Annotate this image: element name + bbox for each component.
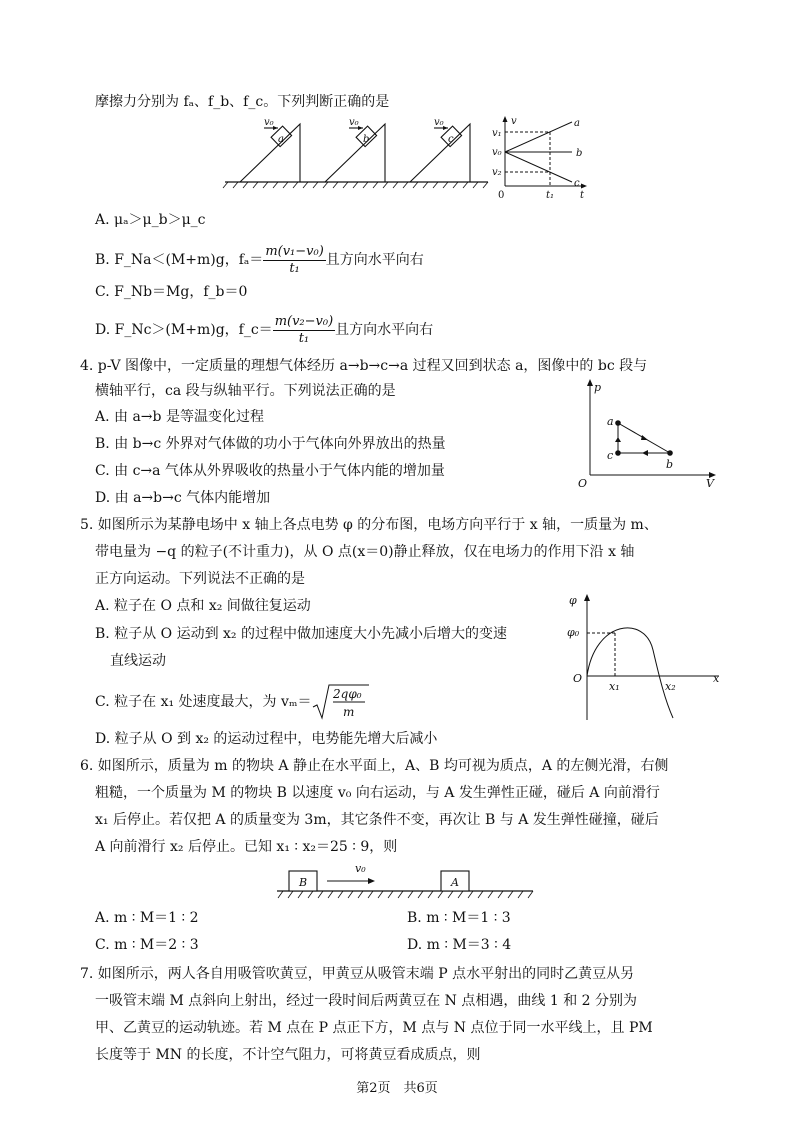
q3-option-d-pre: D. F_Nc＞(M+m)g，f_c＝ <box>95 322 273 338</box>
pv-point-c: c <box>607 449 614 462</box>
sqrt-sign <box>311 683 371 721</box>
q7-stem-line-4: 长度等于 MN 的长度，不计空气阻力，可将黄豆看成质点，则 <box>95 1047 481 1063</box>
q3-option-d-fraction <box>273 314 335 347</box>
collision-figure <box>275 858 537 902</box>
q6-option-d: D. m ∶ M＝3 ∶ 4 <box>407 937 512 953</box>
vt-origin: 0 <box>498 190 505 200</box>
curve-b-label: b <box>576 148 583 159</box>
curve-c-label: c <box>574 178 580 189</box>
q4-option-b: B. 由 b→c 外界对气体做的功小于气体向外界放出的热量 <box>95 436 446 452</box>
q4-option-a: A. 由 a→b 是等温变化过程 <box>95 409 264 425</box>
pv-axis-v: V <box>706 477 714 490</box>
vt-axis-v: v <box>511 116 517 127</box>
q5-stem-line-1: 5. 如图所示为某静电场中 x 轴上各点电势 φ 的分布图，电场方向平行于 x 轴，一质量为 m、 <box>80 517 658 533</box>
v0-label-3: v₀ <box>434 117 444 128</box>
sqrt-expression <box>311 682 371 722</box>
potential-graph <box>565 590 725 725</box>
phi0-label: φ₀ <box>567 626 580 639</box>
q6-stem-line-4: A 向前滑行 x₂ 后停止。已知 x₁ ∶ x₂＝25 ∶ 9，则 <box>95 839 398 855</box>
q3-option-b-pre: B. F_Na＜(M+m)g，fₐ＝ <box>95 252 264 268</box>
pv-point-b: b <box>666 458 674 471</box>
q6-option-a: A. m ∶ M＝1 ∶ 2 <box>95 910 199 926</box>
pv-origin: O <box>578 477 588 490</box>
q3-option-d-post: 且方向水平向右 <box>335 322 434 338</box>
q3-option-d-num: m(v₂−v₀) <box>274 313 334 329</box>
x-axis-label: x <box>713 672 720 685</box>
q5-option-d: D. 粒子从 O 到 x₂ 的运动过程中，电势能先增大后减小 <box>95 731 438 747</box>
q6-stem-line-1: 6. 如图所示，质量为 m 的物块 A 静止在水平面上，A、B 均可视为质点，A 的左侧光滑，右侧 <box>80 758 669 774</box>
q5-option-a: A. 粒子在 O 点和 x₂ 间做往复运动 <box>95 598 311 614</box>
velocity-v0: v₀ <box>355 862 366 875</box>
q3-option-b-fraction <box>263 244 325 277</box>
pv-graph <box>570 375 720 490</box>
q7-stem-line-1: 7. 如图所示，两人各自用吸管吹黄豆，甲黄豆从吸管末端 P 点水平射出的同时乙黄豆从另 <box>80 966 635 982</box>
block-b-label: b <box>363 134 370 145</box>
x1-label: x₁ <box>609 680 620 693</box>
q3-option-c: C. F_Nb＝Mg，f_b＝0 <box>95 284 248 300</box>
block-a: A <box>451 876 459 889</box>
phi-axis-label: φ <box>569 594 577 607</box>
vt-v1: v₁ <box>492 128 502 139</box>
x2-label: x₂ <box>665 680 676 693</box>
v0-label-2: v₀ <box>349 117 359 128</box>
vt-v2: v₂ <box>492 167 502 178</box>
q5-option-c <box>95 682 371 722</box>
q3-option-a: A. μₐ＞μ_b＞μ_c <box>95 212 206 228</box>
q3-option-b-den: t₁ <box>289 260 300 276</box>
q6-option-b: B. m ∶ M＝1 ∶ 3 <box>407 910 511 926</box>
q6-option-c: C. m ∶ M＝2 ∶ 3 <box>95 937 199 953</box>
block-c-label: c <box>448 134 454 145</box>
page-footer: 第2页 共6页 <box>356 1081 438 1096</box>
curve-a-label: a <box>574 118 580 129</box>
v0-label-1: v₀ <box>264 117 274 128</box>
q3-option-d <box>95 312 433 348</box>
q3-option-b-post: 且方向水平向右 <box>325 252 424 268</box>
block-b: B <box>299 876 308 889</box>
q4-option-c: C. 由 c→a 气体从外界吸收的热量小于气体内能的增加量 <box>95 463 445 479</box>
q3-option-b-num: m(v₁−v₀) <box>265 243 324 259</box>
block-a-label: a <box>278 134 284 145</box>
q3-option-b <box>95 242 424 278</box>
vt-axis-t: t <box>580 190 585 200</box>
sqrt-denominator: m <box>343 705 355 719</box>
q5-option-b-line-2: 直线运动 <box>110 653 166 669</box>
q3-option-d-den: t₁ <box>298 330 310 346</box>
q7-stem-line-2: 一吸管末端 M 点斜向上射出，经过一段时间后两黄豆在 N 点相遇，曲线 1 和 2 分别为 <box>95 993 637 1009</box>
pv-axis-p: p <box>594 381 602 394</box>
question-3-stem-tail: 摩擦力分别为 fₐ、f_b、f_c。下列判断正确的是 <box>95 94 390 110</box>
vt-v0: v₀ <box>492 147 502 158</box>
q6-stem-line-2: 粗糙，一个质量为 M 的物块 B 以速度 v₀ 向右运动，与 A 发生弹性正碰，碰后 A 向前滑行 <box>95 785 660 801</box>
q7-stem-line-3: 甲、乙黄豆的运动轨迹。若 M 点在 P 点正下方，M 点与 N 点位于同一水平线上，且 PM <box>95 1020 653 1036</box>
q4-stem-line-2: 横轴平行，ca 段与纵轴平行。下列说法正确的是 <box>95 383 396 399</box>
inclines-and-vt-graph <box>220 112 595 200</box>
q5-option-c-pre: C. 粒子在 x₁ 处速度最大，为 vₘ＝ <box>95 694 312 710</box>
q5-stem-line-2: 带电量为 −q 的粒子(不计重力)，从 O 点(x＝0)静止释放，仅在电场力的作用下沿 x 轴 <box>95 544 635 560</box>
q4-option-d: D. 由 a→b→c 气体内能增加 <box>95 490 271 506</box>
phi-origin: O <box>573 672 583 685</box>
q5-option-b-line-1: B. 粒子从 O 运动到 x₂ 的过程中做加速度大小先减小后增大的变速 <box>95 626 507 642</box>
q4-stem-line-1: 4. p-V 图像中，一定质量的理想气体经历 a→b→c→a 过程又回到状态 a，图像中的 bc 段与 <box>80 358 648 374</box>
vt-t1: t₁ <box>546 190 555 200</box>
q5-stem-line-3: 正方向运动。下列说法不正确的是 <box>95 571 305 587</box>
sqrt-numerator: 2qφ₀ <box>333 687 362 701</box>
pv-point-a: a <box>607 415 614 428</box>
q6-stem-line-3: x₁ 后停止。若仅把 A 的质量变为 3m，其它条件不变，再次让 B 与 A 发生弹性碰撞，碰后 <box>95 812 659 828</box>
